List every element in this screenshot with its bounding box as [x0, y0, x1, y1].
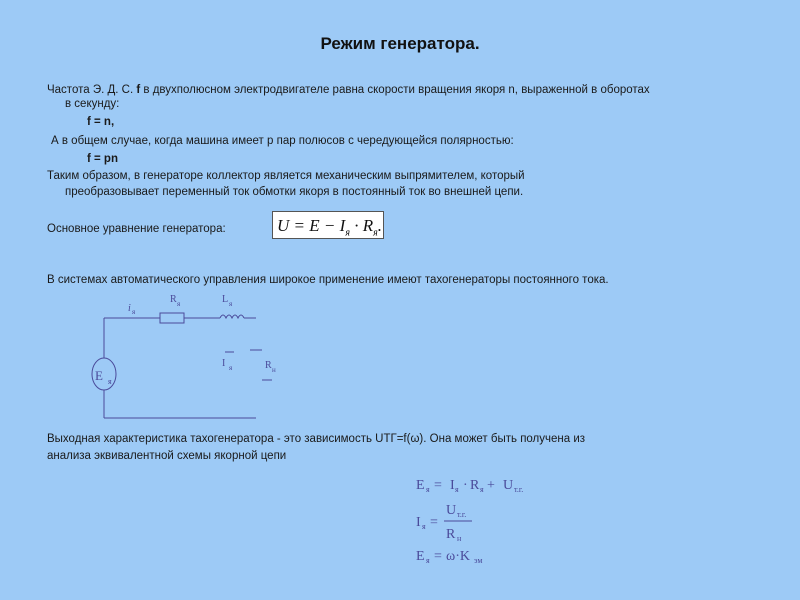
label-resistance: R	[170, 294, 177, 305]
eq-equals: =	[289, 216, 310, 235]
label-load-current-sub: я	[229, 364, 233, 372]
para3-line1: Таким образом, в генераторе коллектор является механическим выпрямителем, который	[47, 170, 525, 182]
label-emf: E	[95, 368, 103, 383]
label-current-sub: я	[132, 308, 136, 316]
para1-text-b: в двухполюсном электродвигателе равна скорости вращения якоря n, выраженной в оборотах	[140, 84, 650, 96]
eq-E: E	[309, 216, 320, 235]
eq1-E-sub: я	[426, 485, 430, 494]
eq1-I-sub: я	[455, 485, 459, 494]
label-emf-sub: я	[108, 377, 112, 386]
eq-dot: ·	[349, 216, 363, 235]
label-load-resistance: R	[265, 360, 272, 371]
paragraph-tachogenerators: В системах автоматического управления широкое применение имеют тахогенераторы постоянного тока.	[47, 274, 609, 286]
eq-U: U	[277, 216, 290, 235]
eq1-E: E	[416, 478, 425, 493]
label-resistance-sub: я	[177, 300, 181, 308]
eq3-rhs: ω·K	[446, 549, 470, 564]
eq1-R-sub: я	[480, 485, 484, 494]
para3-line2: преобразовывает переменный ток обмотки якоря в постоянный ток во внешней цепи.	[65, 186, 524, 198]
label-load-resistance-sub: н	[272, 366, 276, 374]
equation-f-pn: f = pn	[87, 153, 118, 165]
eq2-num: U	[446, 503, 457, 518]
eq2-eq: =	[430, 515, 438, 530]
label-current: i	[128, 303, 131, 314]
eq1-R: R	[470, 478, 480, 493]
main-equation-label: Основное уравнение генератора:	[47, 223, 226, 235]
slide-title: Режим генератора.	[320, 34, 480, 53]
label-load-current: I	[222, 358, 226, 369]
eq3-E: E	[416, 549, 425, 564]
eq-minus: −	[319, 216, 340, 235]
paragraph-pole-pairs: А в общем случае, когда машина имеет p пар полюсов с чередующейся полярностью:	[51, 135, 514, 147]
para1-text-a: Частота Э. Д. С.	[47, 84, 137, 96]
eq-R: R	[362, 216, 374, 235]
eq-I-sub: я	[345, 227, 350, 239]
eq3-E-sub: я	[426, 556, 430, 565]
para1-line2: в секунду:	[65, 98, 120, 110]
label-inductance-sub: я	[229, 300, 233, 308]
eq-end: .	[377, 216, 383, 235]
eq2-I-sub: я	[422, 522, 426, 531]
eq2-den-sub: н	[457, 534, 462, 543]
eq3-eq: =	[434, 549, 442, 564]
eq1-I: I	[450, 478, 455, 493]
eq1-U: U	[503, 478, 514, 493]
equation-f-n: f = n,	[87, 116, 115, 128]
eq2-num-sub: т.г.	[457, 510, 467, 519]
eq-R-sub: я	[373, 227, 378, 239]
para1-f: f	[136, 84, 141, 96]
label-inductance: L	[222, 294, 229, 305]
eq2-I: I	[416, 515, 421, 530]
eq-I: I	[339, 216, 346, 235]
eq1-U-sub: т.г.	[514, 485, 524, 494]
para5-line2: анализа эквивалентной схемы якорной цепи	[47, 450, 287, 462]
eq3-rhs-sub: эм	[474, 556, 483, 565]
eq2-den: R	[446, 527, 456, 542]
para5-line1: Выходная характеристика тахогенератора - это зависимость UТГ=f(ω). Она может быть получена из	[47, 433, 586, 445]
eq1-dot: ·	[463, 478, 468, 493]
eq1-eq: =	[434, 478, 442, 493]
eq1-plus: +	[487, 478, 495, 493]
